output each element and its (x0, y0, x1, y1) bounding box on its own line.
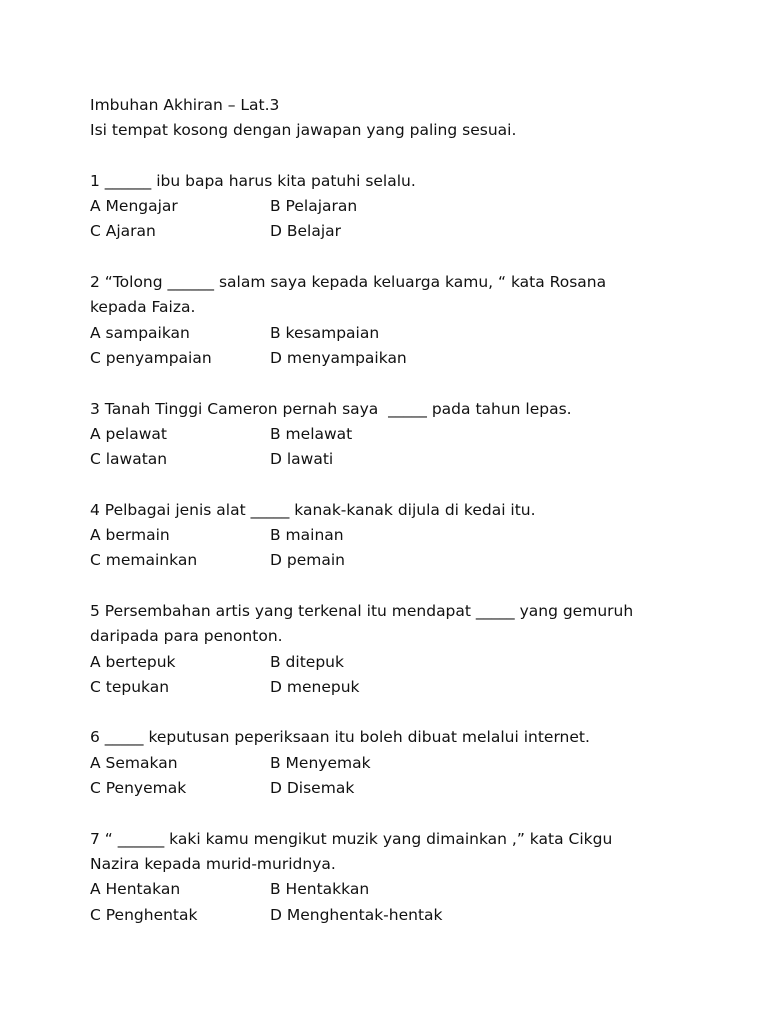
answer-option: B mainan (270, 526, 344, 545)
answer-option: D Disemak (270, 779, 355, 798)
options-row (90, 776, 730, 801)
question-text: 3 Tanah Tinggi Cameron pernah saya _____ pada tahun lepas. (90, 399, 572, 418)
question-list (90, 169, 730, 928)
answer-option: D Menghentak-hentak (270, 905, 443, 924)
options-row (90, 422, 730, 447)
answer-option: C Penghentak (90, 905, 198, 924)
answer-option: C tepukan (90, 677, 170, 696)
answer-option: B Pelajaran (270, 197, 358, 216)
question-1 (90, 169, 730, 245)
options-row (90, 548, 730, 573)
question-3 (90, 397, 730, 473)
options-row (90, 650, 730, 675)
answer-option: D lawati (270, 450, 334, 469)
answer-option: B ditepuk (270, 652, 344, 671)
question-text: 2 “Tolong ______ salam saya kepada keluarga kamu, “ kata Rosana (90, 273, 607, 292)
question-text: 4 Pelbagai jenis alat _____ kanak-kanak dijula di kedai itu. (90, 500, 536, 519)
answer-option: A Semakan (90, 753, 178, 772)
answer-option: A Hentakan (90, 880, 181, 899)
worksheet-page (90, 93, 730, 953)
options-row (90, 903, 730, 928)
answer-option: A bermain (90, 526, 170, 545)
question-text: daripada para penonton. (90, 627, 283, 646)
answer-option: A Mengajar (90, 197, 178, 216)
answer-option: C penyampaian (90, 348, 212, 367)
answer-option: B Menyemak (270, 753, 371, 772)
answer-option: B melawat (270, 424, 353, 443)
question-text: Nazira kepada murid-muridnya. (90, 854, 336, 873)
options-row (90, 447, 730, 472)
question-text: 1 ______ ibu bapa harus kita patuhi selalu. (90, 171, 416, 190)
question-5 (90, 599, 730, 700)
answer-option: A bertepuk (90, 652, 176, 671)
question-6 (90, 725, 730, 801)
answer-option: B Hentakkan (270, 880, 370, 899)
question-7 (90, 827, 730, 928)
options-row (90, 675, 730, 700)
question-text: 5 Persembahan artis yang terkenal itu mendapat _____ yang gemuruh (90, 601, 634, 620)
answer-option: B kesampaian (270, 323, 380, 342)
answer-option: A sampaikan (90, 323, 190, 342)
options-row (90, 877, 730, 902)
options-row (90, 194, 730, 219)
worksheet-header (90, 93, 730, 144)
answer-option: D Belajar (270, 222, 342, 241)
answer-option: C Penyemak (90, 779, 187, 798)
options-row (90, 523, 730, 548)
answer-option: C Ajaran (90, 222, 156, 241)
options-row (90, 321, 730, 346)
question-2 (90, 270, 730, 371)
question-text: 6 _____ keputusan peperiksaan itu boleh dibuat melalui internet. (90, 728, 590, 747)
answer-option: D pemain (270, 551, 345, 570)
answer-option: D menyampaikan (270, 348, 407, 367)
worksheet-title: Imbuhan Akhiran – Lat.3 (90, 96, 280, 114)
worksheet-instruction: Isi tempat kosong dengan jawapan yang paling sesuai. (90, 121, 517, 140)
options-row (90, 751, 730, 776)
question-4 (90, 498, 730, 574)
options-row (90, 219, 730, 244)
answer-option: A pelawat (90, 424, 167, 443)
answer-option: C memainkan (90, 551, 198, 570)
answer-option: C lawatan (90, 450, 168, 469)
question-text: kepada Faiza. (90, 298, 196, 317)
question-text: 7 “ ______ kaki kamu mengikut muzik yang dimainkan ,” kata Cikgu (90, 829, 613, 848)
options-row (90, 346, 730, 371)
answer-option: D menepuk (270, 677, 360, 696)
